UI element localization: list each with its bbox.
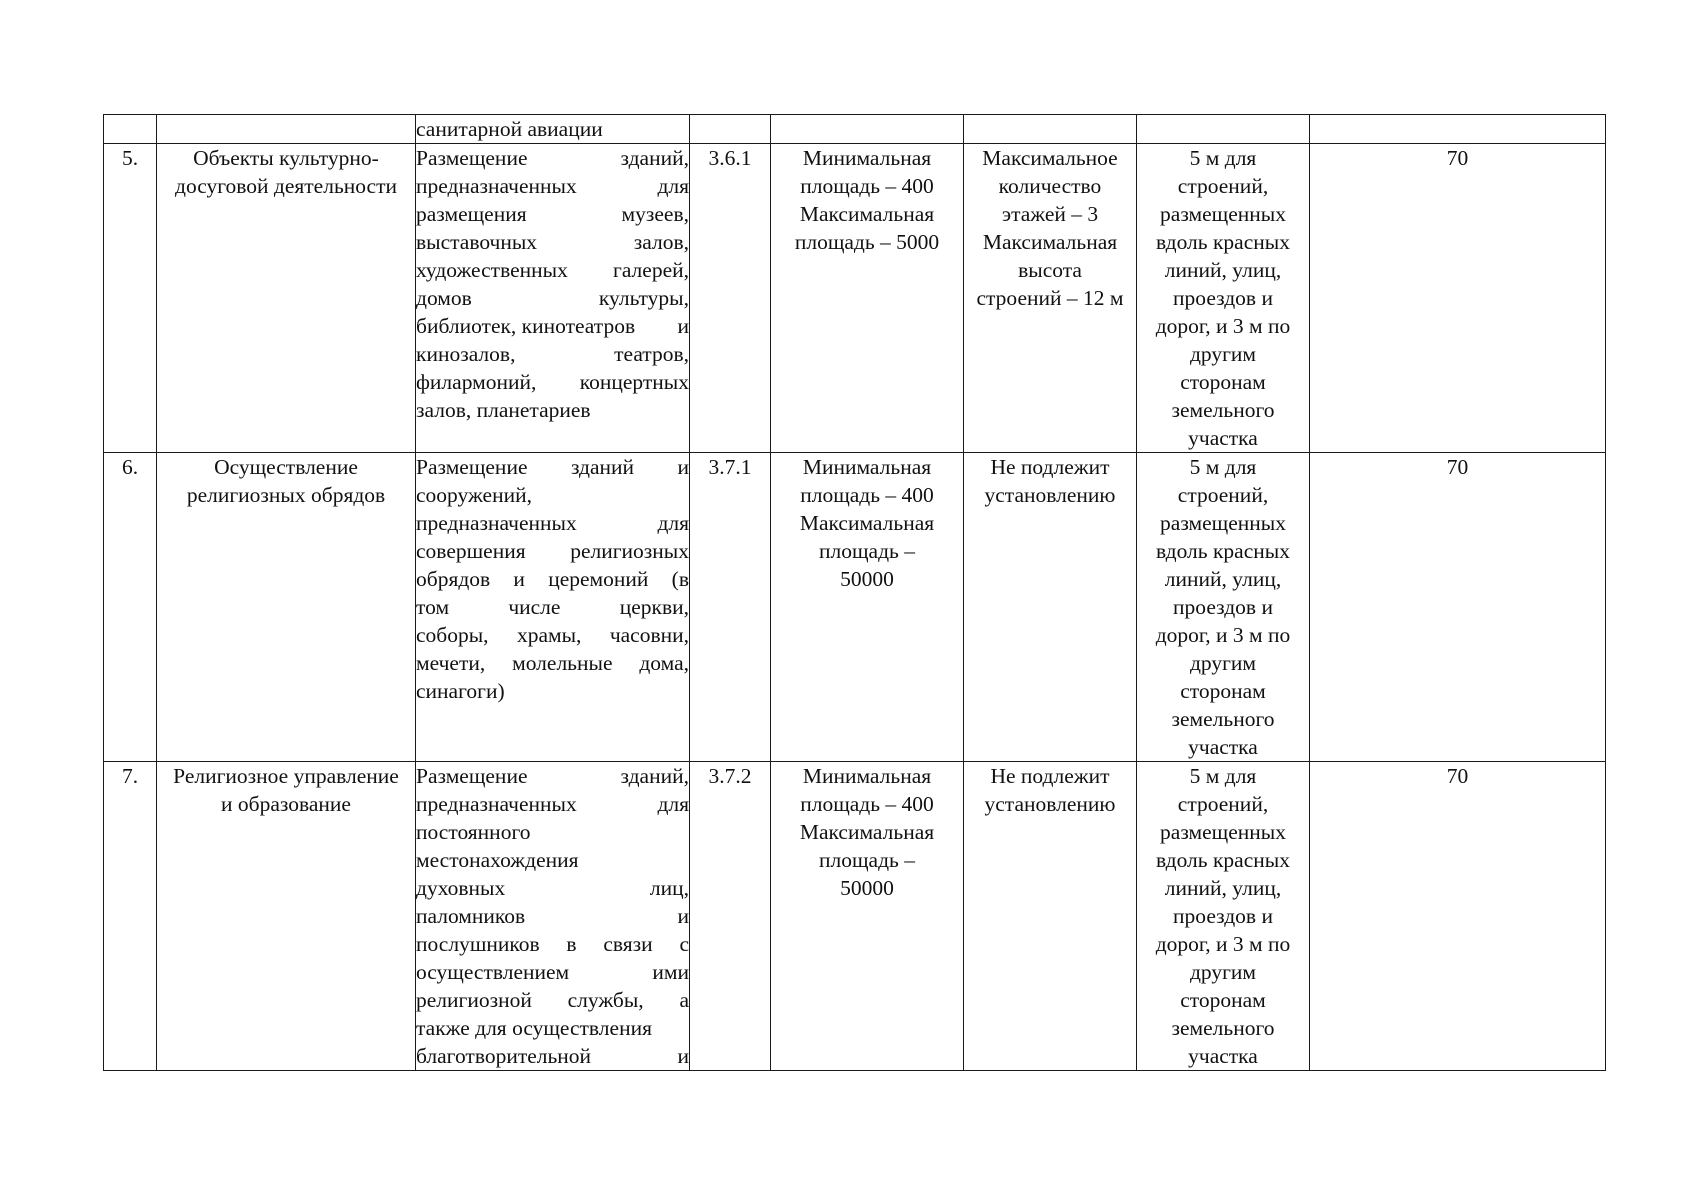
description-line xyxy=(416,453,689,481)
description-word: мечети, xyxy=(416,651,486,675)
description-line xyxy=(416,284,689,312)
cell-use-name xyxy=(157,762,416,1071)
description-line xyxy=(416,677,689,705)
cell-line: размещенных xyxy=(1160,820,1286,844)
cell-line: другим xyxy=(1189,960,1257,984)
cell-number xyxy=(104,762,157,1071)
description-word: Размещение xyxy=(416,764,528,788)
name-line: досуговой деятельности xyxy=(175,174,397,198)
description-word: Размещение xyxy=(416,455,528,479)
description-word: молельные xyxy=(512,651,613,675)
cell-line: земельного xyxy=(1171,398,1275,422)
description-word: для xyxy=(657,174,689,198)
cell-setback xyxy=(1137,115,1310,144)
cell-line: строений, xyxy=(1177,174,1269,198)
description-word: зданий, xyxy=(620,764,689,788)
name-line: Религиозное управление xyxy=(173,764,399,788)
description-word: театров, xyxy=(614,342,689,366)
cell-line: строений, xyxy=(1177,792,1269,816)
description-word: также для осуществления xyxy=(416,1016,652,1040)
name-line: Осуществление xyxy=(214,455,358,479)
cell-setback xyxy=(1137,144,1310,453)
cell-line: высота xyxy=(1018,258,1082,282)
description-word: библиотек, кинотеатров xyxy=(416,314,636,338)
description-word: религиозных xyxy=(570,539,689,563)
cell-line: размещенных xyxy=(1160,511,1286,535)
cell-line: проездов и xyxy=(1173,904,1273,928)
description-word: религиозной xyxy=(416,988,532,1012)
description-word: зданий xyxy=(570,455,635,479)
cell-number xyxy=(104,144,157,453)
description-line xyxy=(416,200,689,228)
cell-number xyxy=(104,453,157,762)
cell-code xyxy=(690,115,771,144)
cell-line: вдоль красных xyxy=(1156,848,1290,872)
cell-use-name xyxy=(157,115,416,144)
cell-number xyxy=(104,115,157,144)
table-row xyxy=(104,453,1606,762)
cell-line: сторонам xyxy=(1180,988,1266,1012)
description-line xyxy=(416,986,689,1014)
description-word: сооружений, xyxy=(416,483,532,507)
table-row xyxy=(104,144,1606,453)
description-line xyxy=(416,481,689,509)
cell-height-limits xyxy=(964,115,1137,144)
description-word: связи xyxy=(603,932,653,956)
cell-description xyxy=(416,115,690,144)
cell-line: Минимальная xyxy=(802,764,932,788)
cell-line: дорог, и 3 м по xyxy=(1155,932,1291,956)
cell-line: Максимальная xyxy=(799,820,935,844)
cell-line: размещенных xyxy=(1160,202,1286,226)
description-word: храмы, xyxy=(516,623,582,647)
row-number: 6. xyxy=(121,455,139,479)
cell-line: количество xyxy=(998,174,1102,198)
description-line xyxy=(416,818,689,846)
description-line xyxy=(416,902,689,930)
cell-line: участка xyxy=(1188,735,1258,759)
cell-height-limits xyxy=(964,762,1137,1071)
cell-build-percent xyxy=(1310,144,1606,453)
cell-line: линий, улиц, xyxy=(1164,876,1282,900)
cell-line: сторонам xyxy=(1180,679,1266,703)
description-word: и xyxy=(677,1044,689,1068)
description-line xyxy=(416,593,689,621)
cell-plot-area xyxy=(771,453,964,762)
use-code: 3.7.2 xyxy=(708,764,752,788)
description-line xyxy=(416,649,689,677)
description-line xyxy=(416,396,689,424)
description-word: Размещение xyxy=(416,146,528,170)
cell-description xyxy=(416,762,690,1071)
cell-line: 5 м для xyxy=(1189,146,1257,170)
description-word: залов, планетариев xyxy=(416,398,591,422)
description-line xyxy=(416,762,689,790)
description-word: культуры, xyxy=(598,286,689,310)
cell-line: Максимальное xyxy=(982,146,1118,170)
description-word: благотворительной xyxy=(416,1044,592,1068)
description-word: осуществлением xyxy=(416,960,570,984)
cell-line: проездов и xyxy=(1173,595,1273,619)
description-line xyxy=(416,256,689,284)
description-word: часовни, xyxy=(609,623,689,647)
description-word: церемоний xyxy=(548,567,649,591)
description-line xyxy=(416,930,689,958)
description-word: паломников xyxy=(416,904,526,928)
description-word: совершения xyxy=(416,539,526,563)
cell-line: вдоль красных xyxy=(1156,539,1290,563)
cell-code xyxy=(690,762,771,1071)
cell-build-percent xyxy=(1310,762,1606,1071)
description-line xyxy=(416,312,689,340)
description-word: и xyxy=(677,904,689,928)
description-word: художественных xyxy=(416,258,568,282)
cell-use-name xyxy=(157,453,416,762)
description-word: службы, xyxy=(567,988,644,1012)
description-word: послушников xyxy=(416,932,540,956)
description-line xyxy=(416,144,689,172)
build-percent: 70 xyxy=(1446,764,1469,788)
description-line xyxy=(416,368,689,396)
description-word: домов xyxy=(416,286,472,310)
cell-line: Минимальная xyxy=(802,146,932,170)
description-word: церкви, xyxy=(619,595,689,619)
description-word: залов, xyxy=(633,230,689,254)
description-word: предназначенных xyxy=(416,511,577,535)
cell-line: другим xyxy=(1189,342,1257,366)
cell-line: установлению xyxy=(984,792,1116,816)
description-word: концертных xyxy=(579,370,689,394)
description-word: галерей, xyxy=(613,258,689,282)
cell-height-limits xyxy=(964,144,1137,453)
cell-line: Максимальная xyxy=(982,230,1118,254)
cell-line: другим xyxy=(1189,651,1257,675)
use-code: 3.6.1 xyxy=(708,146,752,170)
description-line xyxy=(416,958,689,986)
cell-line: земельного xyxy=(1171,707,1275,731)
cell-line: Максимальная xyxy=(799,202,935,226)
description-line xyxy=(416,1042,689,1070)
cell-line: площадь – xyxy=(819,848,915,872)
description-word: том xyxy=(416,595,450,619)
land-use-regulations-table xyxy=(103,114,1606,1071)
cell-line: земельного xyxy=(1171,1016,1275,1040)
cell-line: Минимальная xyxy=(802,455,932,479)
cell-line: проездов и xyxy=(1173,286,1273,310)
name-line: Объекты культурно- xyxy=(193,146,379,170)
description-word: размещения xyxy=(416,202,527,226)
cell-line: вдоль красных xyxy=(1156,230,1290,254)
description-line xyxy=(416,790,689,818)
table-row-continuation xyxy=(104,115,1606,144)
cell-description xyxy=(416,453,690,762)
cell-line: Максимальная xyxy=(799,511,935,535)
cell-line: линий, улиц, xyxy=(1164,258,1282,282)
cell-plot-area xyxy=(771,115,964,144)
description-line xyxy=(416,509,689,537)
cell-line: площадь – 400 xyxy=(800,792,934,816)
build-percent: 70 xyxy=(1446,146,1469,170)
description-line xyxy=(416,172,689,200)
cell-line: 50000 xyxy=(840,876,894,900)
cell-description xyxy=(416,144,690,453)
row-number: 7. xyxy=(121,764,139,788)
description-word: соборы, xyxy=(416,623,489,647)
row-number: 5. xyxy=(121,146,139,170)
cell-line: 5 м для xyxy=(1189,764,1257,788)
description-word: синагоги) xyxy=(416,679,505,703)
description-word: а xyxy=(679,988,689,1012)
description-word: зданий, xyxy=(620,146,689,170)
description-line xyxy=(416,340,689,368)
description-line: санитарной авиации xyxy=(416,117,603,141)
description-line xyxy=(416,228,689,256)
cell-line: дорог, и 3 м по xyxy=(1155,623,1291,647)
cell-line: площадь – 400 xyxy=(800,483,934,507)
description-line xyxy=(416,621,689,649)
description-line xyxy=(416,537,689,565)
description-line xyxy=(416,874,689,902)
cell-line: площадь – xyxy=(819,539,915,563)
name-line: и образование xyxy=(221,792,351,816)
description-word: числе xyxy=(508,595,561,619)
description-word: постоянного xyxy=(416,820,531,844)
cell-plot-area xyxy=(771,144,964,453)
cell-line: 50000 xyxy=(840,567,894,591)
description-word: обрядов xyxy=(416,567,491,591)
cell-line: сторонам xyxy=(1180,370,1266,394)
description-line xyxy=(416,1014,689,1042)
description-word: для xyxy=(657,792,689,816)
cell-line: строений – 12 м xyxy=(976,286,1124,310)
description-word: музеев, xyxy=(621,202,689,226)
use-code: 3.7.1 xyxy=(708,455,752,479)
name-line: религиозных обрядов xyxy=(186,483,386,507)
cell-line: дорог, и 3 м по xyxy=(1155,314,1291,338)
description-word: выставочных xyxy=(416,230,538,254)
cell-build-percent xyxy=(1310,453,1606,762)
description-word: кинозалов, xyxy=(416,342,516,366)
cell-line: участка xyxy=(1188,426,1258,450)
description-word: лиц, xyxy=(649,876,689,900)
description-word: местонахождения xyxy=(416,848,579,872)
cell-line: строений, xyxy=(1177,483,1269,507)
cell-line: установлению xyxy=(984,483,1116,507)
description-word: и xyxy=(677,455,689,479)
description-word: (в xyxy=(671,567,689,591)
cell-line: Не подлежит xyxy=(990,455,1110,479)
description-word: для xyxy=(657,511,689,535)
cell-line: 5 м для xyxy=(1189,455,1257,479)
description-word: дома, xyxy=(639,651,689,675)
cell-line: Не подлежит xyxy=(990,764,1110,788)
description-word: предназначенных xyxy=(416,792,577,816)
description-word: с xyxy=(679,932,689,956)
description-word: филармоний, xyxy=(416,370,537,394)
cell-code xyxy=(690,144,771,453)
description-line xyxy=(416,565,689,593)
build-percent: 70 xyxy=(1446,455,1469,479)
cell-setback xyxy=(1137,762,1310,1071)
cell-line: участка xyxy=(1188,1044,1258,1068)
description-word: духовных xyxy=(416,876,506,900)
cell-line: площадь – 5000 xyxy=(794,230,940,254)
cell-plot-area xyxy=(771,762,964,1071)
cell-build-percent xyxy=(1310,115,1606,144)
cell-line: линий, улиц, xyxy=(1164,567,1282,591)
cell-code xyxy=(690,453,771,762)
table-row xyxy=(104,762,1606,1071)
cell-use-name xyxy=(157,144,416,453)
description-word: ими xyxy=(652,960,689,984)
description-word: предназначенных xyxy=(416,174,577,198)
description-line xyxy=(416,846,689,874)
cell-height-limits xyxy=(964,453,1137,762)
description-word: и xyxy=(513,567,525,591)
cell-setback xyxy=(1137,453,1310,762)
cell-line: площадь – 400 xyxy=(800,174,934,198)
description-word: в xyxy=(566,932,577,956)
cell-line: этажей – 3 xyxy=(1001,202,1099,226)
description-word: и xyxy=(677,314,689,338)
